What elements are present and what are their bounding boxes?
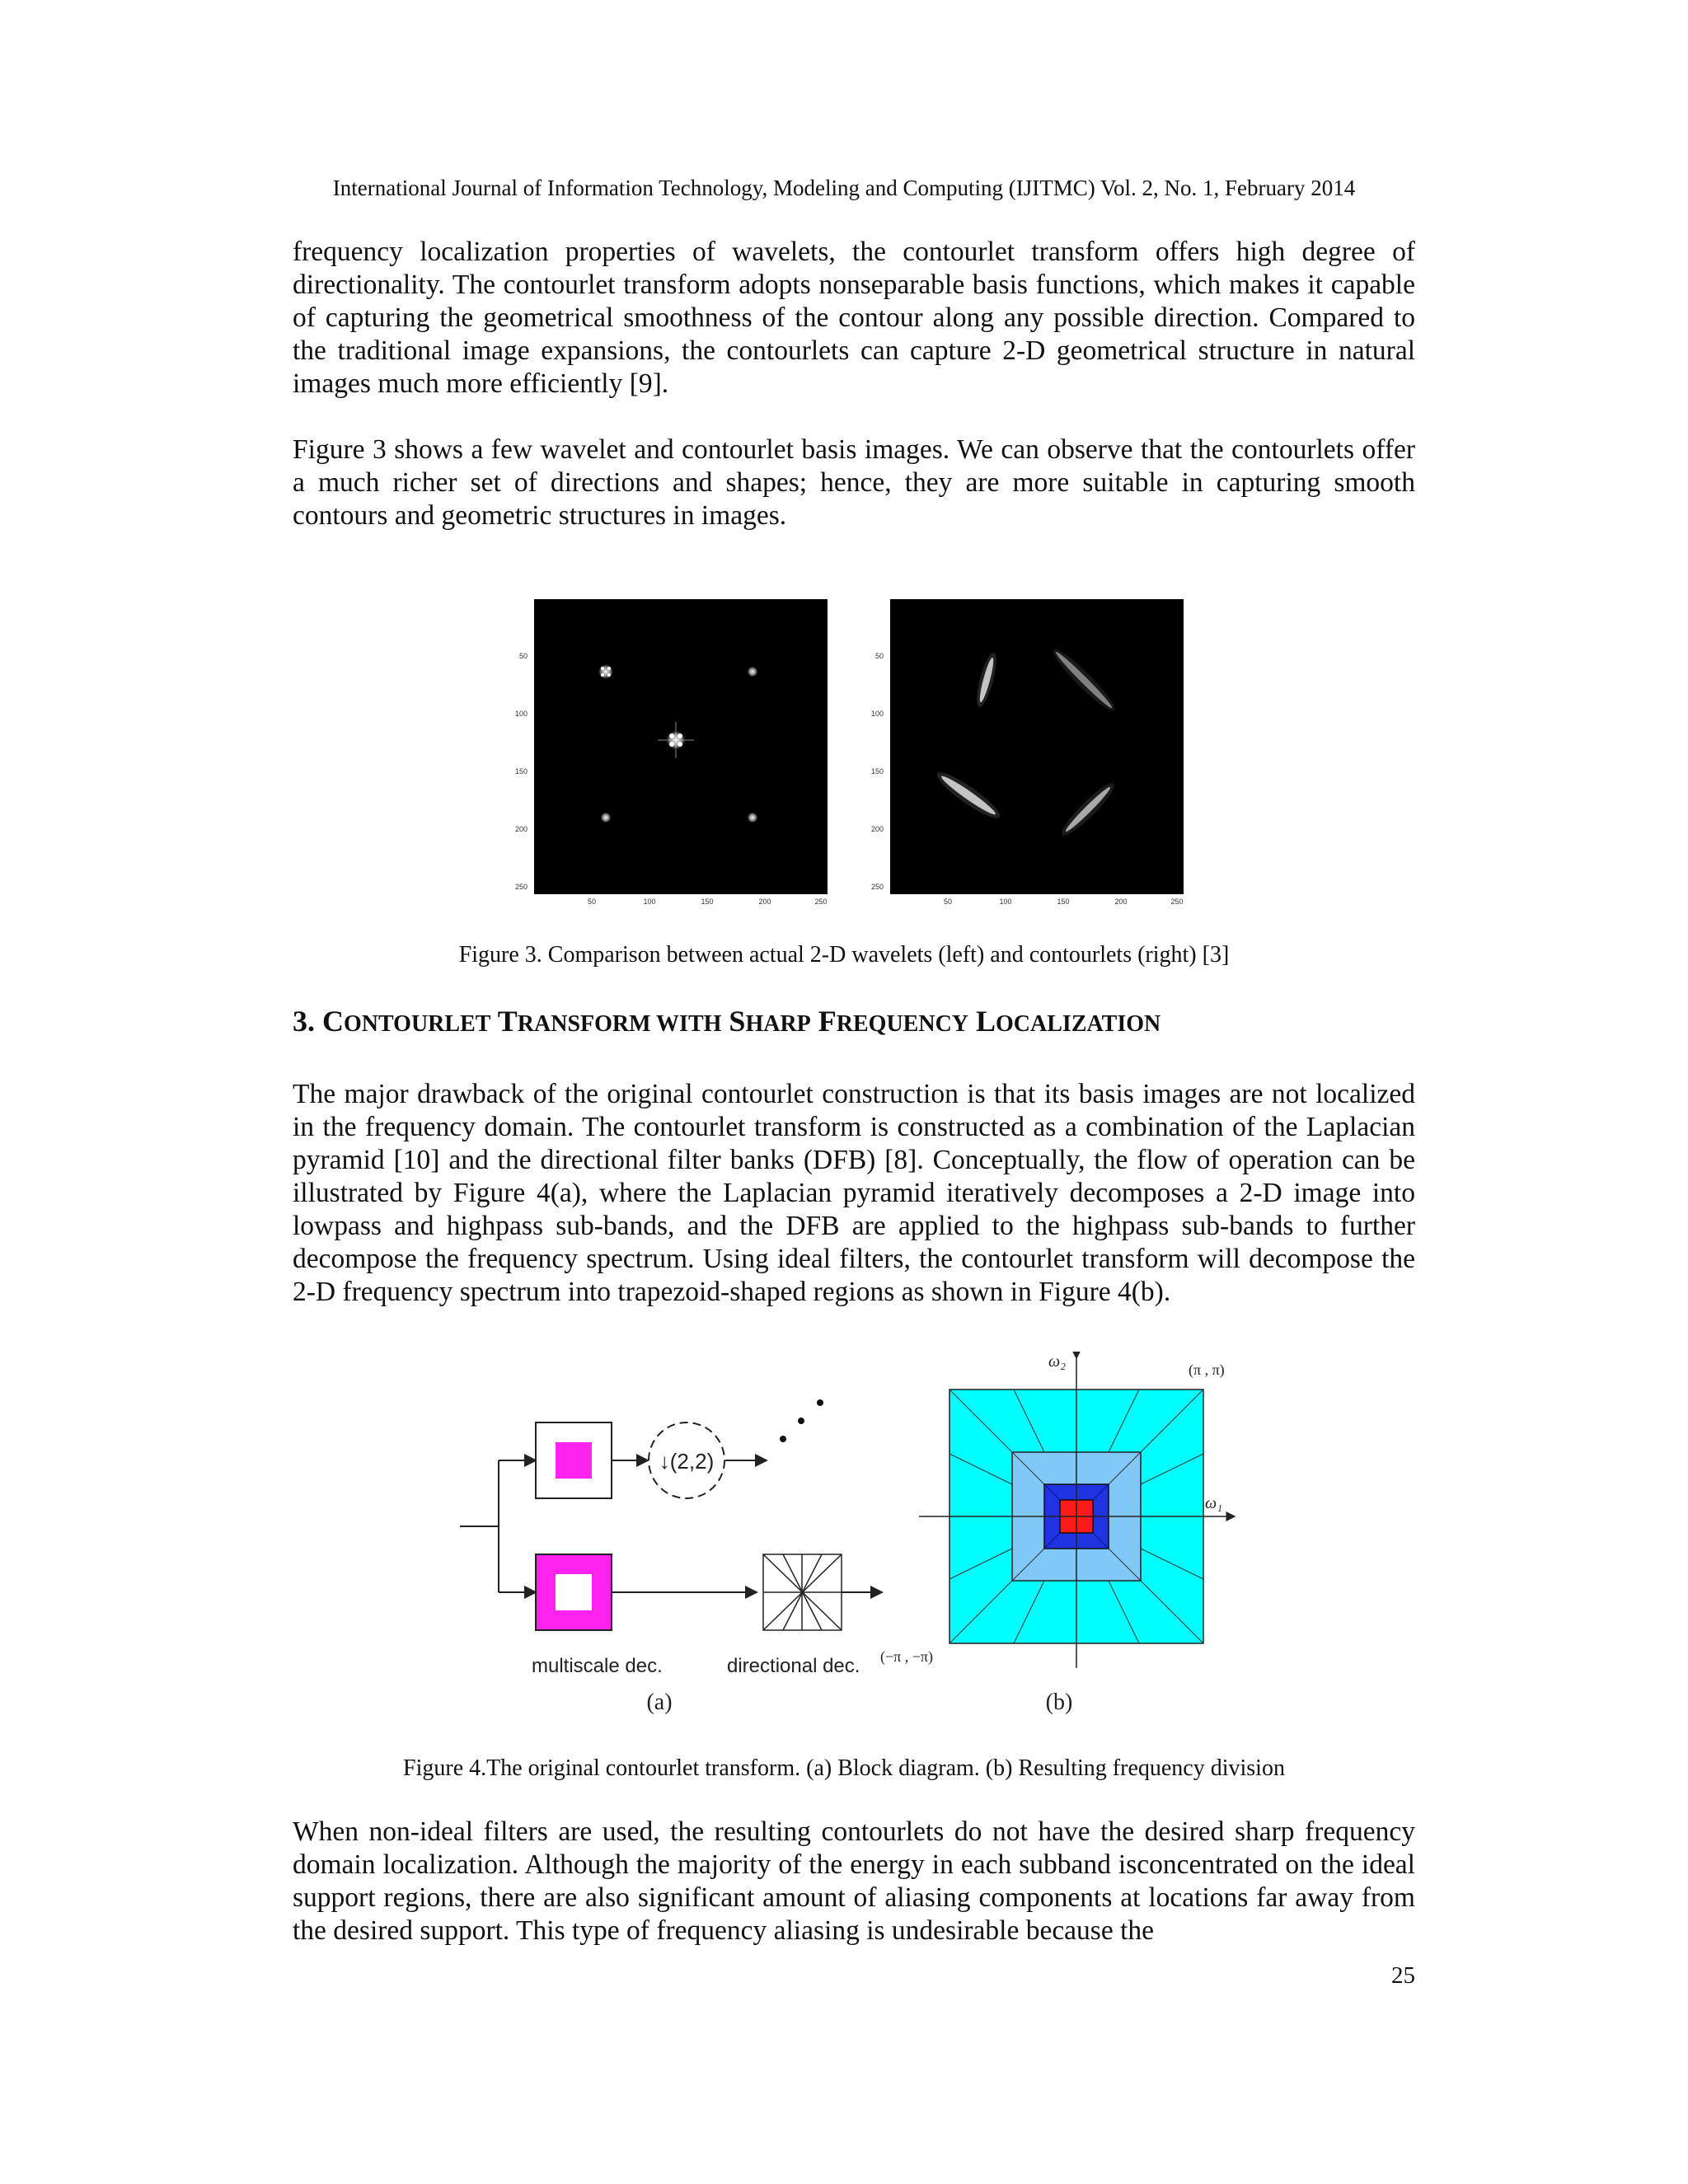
x-tick-left: 250 [814,898,828,906]
heading-smallcaps: HARP [745,1011,811,1037]
section-heading [293,1004,1160,1038]
heading-smallcaps: RANSFORM WITH [517,1011,722,1037]
heading-smallcaps: REQUENCY [836,1011,969,1037]
paragraph-4: When non-ideal filters are used, the resulting contourlets do not have the desired sharp frequency domain localization. Although the majority of the energy in each subband isconcentrated on the ideal support regions, there are also significant amount of aliasing components at locations far away from the desired support. This type of frequency aliasing is undesirable because the [293,1816,1415,1946]
x-tick-left: 200 [758,898,771,906]
section-number: 3. [293,1005,315,1038]
panel-b-label: (b) [1045,1690,1073,1715]
x-tick-left: 100 [643,898,656,906]
corner-top-label: (π , π) [1189,1361,1225,1378]
contourlet-image [890,599,1184,894]
directional-filter-box [763,1554,842,1630]
y-tick-left: 100 [514,710,528,718]
heading-cap: T [497,1005,518,1038]
omega1-label: ω₁ [1205,1494,1223,1512]
page-number: 25 [1391,1962,1415,1989]
x-tick-left: 150 [701,898,714,906]
figure-3 [495,589,1187,911]
downsample-label: ↓(2,2) [659,1449,715,1474]
highpass-hole [556,1574,592,1610]
panel-a-label: (a) [646,1690,673,1715]
multiscale-label: multiscale dec. [532,1655,663,1677]
y-tick-right: 50 [874,652,884,660]
heading-cap: F [818,1005,837,1038]
figure-4 [453,1352,1294,1722]
y-tick-right: 250 [870,883,884,891]
figure-3-caption: Figure 3. Comparison between actual 2-D wavelets (left) and contourlets (right) [3] [458,942,1230,968]
y-tick-left: 250 [514,883,528,891]
heading-cap: L [976,1005,996,1038]
journal-header: International Journal of Information Technology, Modeling and Computing (IJITMC) Vol. 2, No. 1, February 2014 [332,176,1356,200]
frequency-division [919,1358,1235,1668]
x-tick-right: 50 [943,898,953,906]
x-tick-right: 200 [1114,898,1128,906]
paragraph-1: frequency localization properties of wavelets, the contourlet transform offers high degree of directionality. The contourlet transform adopts nonseparable basis functions, which makes it capable of capturing the geometrical smoothness of the contour along any possible direction. Compared to the traditional image expansions, the contourlets can capture 2-D geometrical structure in natural images much more efficiently [9]. [293,237,1415,399]
y-tick-right: 100 [870,710,884,718]
y-tick-right: 200 [870,825,884,833]
figure-4-caption: Figure 4.The original contourlet transform. (a) Block diagram. (b) Resulting frequency division [403,1755,1285,1781]
x-tick-right: 250 [1170,898,1184,906]
heading-cap: C [322,1005,344,1038]
corner-bottom-label: (−π , −π) [880,1648,933,1665]
heading-cap: S [729,1005,746,1038]
y-tick-left: 200 [514,825,528,833]
x-tick-right: 150 [1057,898,1070,906]
omega2-label: ω₂ [1048,1352,1067,1371]
y-tick-right: 150 [870,767,884,776]
lowpass-square [556,1442,592,1479]
heading-smallcaps: OCALIZATION [996,1011,1161,1037]
ellipsis-dots [780,1399,823,1442]
y-tick-left: 150 [514,767,528,776]
y-tick-left: 50 [518,652,528,660]
x-tick-right: 100 [999,898,1012,906]
paragraph-2: Figure 3 shows a few wavelet and contourlet basis images. We can observe that the contourlets offer a much richer set of directions and shapes; hence, they are more suitable in capturing smooth contours and geometric structures in images. [293,434,1415,531]
paragraph-3: The major drawback of the original contourlet construction is that its basis images are not localized in the frequency domain. The contourlet transform is constructed as a combination of the Laplacian pyramid [10] and the directional filter banks (DFB) [8]. Conceptually, the flow of operation can be illustrated by Figure 4(a), where the Laplacian pyramid iteratively decomposes a 2-D image into lowpass and highpass sub-bands, and the DFB are applied to the highpass sub-bands to further decompose the frequency spectrum. Using ideal filters, the contourlet transform will decompose the 2-D frequency spectrum into trapezoid-shaped regions as shown in Figure 4(b). [293,1079,1415,1307]
heading-smallcaps: ONTOURLET [344,1011,491,1037]
x-tick-left: 50 [587,898,597,906]
figure-3-images [495,589,1187,911]
directional-label: directional dec. [727,1655,860,1677]
figure-4-diagram [453,1352,1294,1722]
